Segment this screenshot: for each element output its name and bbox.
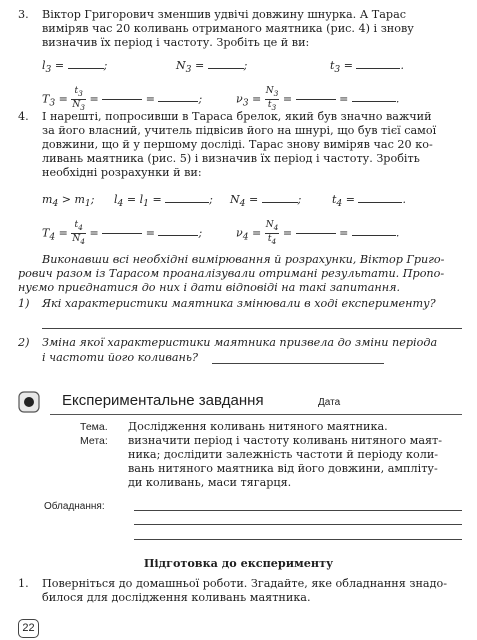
task4-length-formula: $l_4 = l_1$ = ; [114,193,213,210]
task4-count-formula: $N_4$ = ; [230,193,302,210]
answer-blank[interactable] [208,59,244,69]
question1-text: Які характеристики маятника змінювали в ході експерименту? [42,297,436,310]
task4-line1: І нарешті, попросивши в Тараса брелок, який був значно важчий [42,110,432,123]
equipment-line[interactable] [134,539,462,540]
prep-number: 1. [18,577,29,590]
task3-period-formula: $T_3$ = $\frac{t_3}{N_3}$ = = ; [42,86,203,112]
task4-line2: за його власний, учитель підвісив його на шнурі, що був тієї самої [42,124,437,137]
answer-blank[interactable] [262,193,298,203]
prep-line2: билося для дослідження коливань маятника. [42,591,311,604]
task4-line3: довжини, що й у першому досліді. Тарас знову виміряв час 20 ко- [42,138,433,151]
bullet-icon [18,391,40,413]
task3-line2: виміряв час 20 коливань отриманого маятника (рис. 4) і знову [42,22,414,35]
answer-blank[interactable] [352,92,396,102]
task3-frequency-formula: $\nu_3$ = $\frac{N_3}{t_3}$ = = . [236,86,400,112]
experiment-header: Експериментальне завдання [62,392,264,409]
goal-line2: ника; дослідити залежність частоти й періоду коли- [128,448,439,461]
goal-label: Мета: [80,435,108,447]
goal-line4: ди коливань, маси тягарця. [128,476,292,489]
task4-frequency-formula: $\nu_4$ = $\frac{N_4}{t_4}$ = = . [236,220,400,246]
task4-time-formula: $t_4$ = . [332,193,406,210]
task4-number: 4. [18,110,29,123]
task4-line4: ливань маятника (рис. 5) і визначив їх період і частоту. Зробіть [42,152,420,165]
question2-line2: і частоти його коливань? [42,351,199,364]
answer-blank[interactable] [165,193,209,203]
answer-blank[interactable] [158,92,198,102]
question1-number: 1) [18,297,30,310]
prep-title: Підготовка до експерименту [143,556,334,570]
answer-line[interactable] [42,328,462,329]
task3-line3: визначив їх період і частоту. Зробіть це й ви: [42,36,310,49]
task3-time-formula: $t_3$ = . [330,59,404,76]
header-rule [50,414,462,415]
question2-number: 2) [18,336,30,349]
summary-line3: нуємо приєднатися до них і дати відповіді на такі запитання. [18,281,401,294]
equipment-label: Обладнання: [44,501,105,512]
equipment-line[interactable] [134,524,462,525]
task4-mass-relation: $m_4 > m_1$; [42,193,95,210]
goal-line3: вань нитяного маятника від його довжини, ампліту- [128,462,438,475]
answer-blank[interactable] [356,59,400,69]
prep-line1: Поверніться до домашньої роботи. Згадайте, яке обладнання знадо- [42,577,447,590]
answer-blank[interactable] [352,226,396,236]
summary-line2: рович разом із Тарасом проаналізували отримані результати. Пропо- [18,267,445,280]
equipment-line[interactable] [134,510,462,511]
task3-line1: Віктор Григорович зменшив удвічі довжину шнурка. А Тарас [42,8,407,21]
question2-line1: Зміна якої характеристики маятника призвела до зміни періода [42,336,438,349]
answer-blank[interactable] [68,59,104,69]
task3-number: 3. [18,8,29,21]
task4-period-formula: $T_4$ = $\frac{t_4}{N_4}$ = = ; [42,220,203,246]
answer-blank[interactable] [158,226,198,236]
answer-blank[interactable] [358,193,402,203]
theme-text: Дослідження коливань нитяного маятника. [128,420,388,433]
task3-count-formula: $N_3$ = ; [176,59,248,76]
date-label: Дата [318,397,341,408]
page-number: 22 [18,619,39,638]
answer-line[interactable] [212,363,384,364]
task3-length-formula: $l_3$ = ; [42,59,108,76]
goal-line1: визначити період і частоту коливань нитяного маят- [128,434,443,447]
task4-line5: необхідні розрахунки й ви: [42,166,202,179]
theme-label: Тема. [80,421,108,433]
summary-line1: Виконавши всі необхідні вимірювання й розрахунки, Віктор Григо- [42,253,445,266]
